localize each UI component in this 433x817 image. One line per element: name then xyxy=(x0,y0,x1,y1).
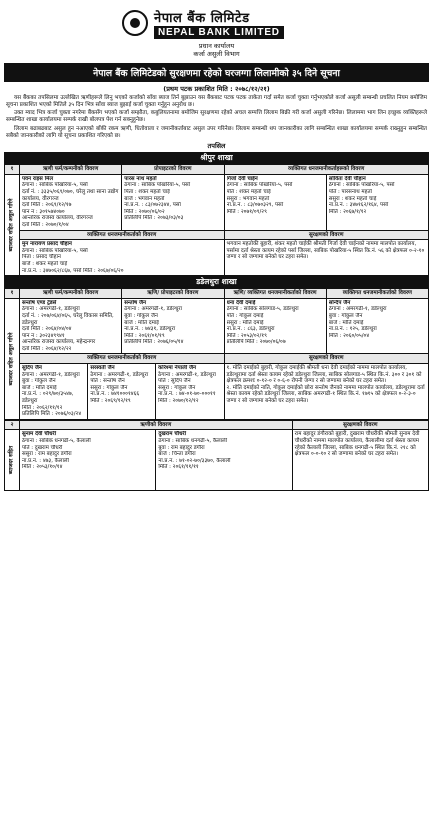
detail-line: पान नं : ३०२३४९९४१ xyxy=(22,332,65,339)
branch-title: श्रीपुर शाखा xyxy=(4,152,429,164)
category-label: ब्याजदर सहित xyxy=(8,446,15,475)
detail-line: मिति : २०५३/१०/१४ xyxy=(22,464,63,471)
borrower-name: सुनाम देवी चौधरी xyxy=(22,431,57,438)
detail-line: पति : सन्तोष जैन xyxy=(90,378,125,385)
security-details: भगवान महतोकी बुहारी, शंकर महतो चाईकी श्रीमती गिर्जा देवी चाईनको नाममा मालपोत कार्यालय, पर्सामा दर्ता श्रेस्ता कायम रहेको पर्सा जिल्ला, साबिक पोखरिया-५ स्थित कि.नं. ५६ को क्षेत्रफल ०-२-१० जग्गा र सो जग्गामा बनेको घर टहरा समेत। xyxy=(224,240,429,276)
detail-line: ससुरा : भगवान महतो xyxy=(226,195,270,202)
detail-line: ठेगाना : साबिक धनगढी-५, कैलाली xyxy=(22,438,91,444)
detail-line: ना.प्र.नं. : ८६३, डडेल्धुरा xyxy=(226,326,275,333)
detail-line: ना.प्र.नं. : ८३/०७०३२९, पर्सा xyxy=(226,202,284,209)
detail-line: मिति : २०६०/०५/०४ xyxy=(328,332,370,339)
detail-line: मिति : २०६२/११/१२ xyxy=(22,404,63,411)
detail-line: बाजे : शंकर महतो चाई xyxy=(22,260,68,267)
detail-line: पति : सुदिप जैन xyxy=(158,378,191,385)
category-cell xyxy=(5,298,20,419)
detail-line: दर्ता मिति : २०६४/१२/२२ xyxy=(22,345,72,352)
column-header: सुरक्षणको विवरण xyxy=(224,354,429,364)
borrower-name: दुखराम चौधरी xyxy=(158,431,187,438)
category-label: ब्याजदर सहित असुल गरिने xyxy=(8,198,15,252)
serial-number: २ xyxy=(5,420,20,430)
detail-line: प्रतिलिपि मिति : २०७६/०५/१४ xyxy=(124,339,184,346)
detail-line: पान नं : ३०१५७४०७० xyxy=(22,208,65,215)
bank-name-english: NEPAL BANK LIMITED xyxy=(154,26,284,39)
bank-logo-icon xyxy=(122,10,148,36)
detail-line: मिति : २०५३/०२/१९ xyxy=(226,332,267,339)
guarantor-name: सन्दिप जैन xyxy=(328,299,351,306)
guarantor-name: करिश्मा नेपाली जैन xyxy=(158,365,197,372)
branch-table xyxy=(4,164,429,276)
detail-line: ठेगाना : अमरगढी-१, डडेल्धुरा xyxy=(22,371,80,378)
guarantor-details xyxy=(224,298,326,354)
column-header: व्यक्तिगत धनजमानीकर्ताको विवरण xyxy=(20,230,225,240)
detail-line: ना.प्र.नं. : ३४७१६२/१६४, पर्सा xyxy=(328,202,389,209)
column-header: ऋणि/ व्यक्तिगत धनजमानीकर्ताको विवरण xyxy=(224,289,326,299)
detail-line: पिता : प्रसाद चौहान xyxy=(22,254,61,261)
guarantor-details xyxy=(20,240,225,276)
security-item: १. मोति दमाईको बुहारी, गोकुल दमाईकी श्रीमती धना देवी दमाईको नाममा मालपोत कार्यालय, डडेल्धुरामा दर्ता श्रेस्ता कायम रहेको डडेल्धुरा जिल्ला, साबिक सोलगाड-५ स्थित कि.नं. ३०० र ३०१ को क्षेत्रफल क्रमशः ०-१२-० र ०-६-० रोपनी जग्गा र सो जग्गामा बनेको घर टहरा समेत। xyxy=(226,365,422,385)
detail-line: मिति : २०६१/०१/१९ xyxy=(124,332,165,339)
header xyxy=(4,4,429,58)
detail-line: पति : शंकर महतो चाई xyxy=(226,189,271,195)
guarantor-name: सुदिप जैन xyxy=(22,365,42,372)
branch-table xyxy=(4,288,429,420)
detail-line: ना.प्र.नं. : ७१-०२-७०/३३७०, कैलाली xyxy=(158,457,231,464)
detail-line: बाजे : मोति दमाई xyxy=(22,384,57,391)
department-name: कर्जा असुली विभाग xyxy=(193,50,240,58)
detail-line: बाजे : चिन्ता डंगौरा xyxy=(158,451,196,458)
column-header: व्यक्तिगत धनजमानीकर्ताको विवरण xyxy=(20,354,225,364)
column-header: ऋणी फर्म/कम्पनीको विवरण xyxy=(20,289,122,299)
detail-line: बुवा : गोकुल जैन xyxy=(328,312,363,319)
detail-line: ठेगाना : अमरगढी-१, डडेल्धुरा xyxy=(158,371,216,378)
security-details xyxy=(224,364,429,420)
detail-line: पिता : शंकर महतो चाई xyxy=(124,189,170,195)
security-text: मोति दमाईको नाति, गोकुल दमाईको छोरा सन्तोष जैनको नाममा मालपोत कार्यालय, डडेल्धुरामा दर्ता श्रेस्ता कायम रहेको डडेल्धुरा जिल्ला, साबिक अमरगढी-१ स्थित कि.नं. १७१५ को क्षेत्रफल ०-२-३-० जग्गा र सो जग्गामा बनेको घर टहरा समेत। xyxy=(226,384,425,405)
detail-line: पति : गोकुल दमाई xyxy=(226,312,264,319)
serial-number: १ xyxy=(5,289,20,299)
detail-line: मिति : २०६७/१/१२ xyxy=(328,208,367,215)
detail-line: दर्ता मिति : २०७०/१/०४ xyxy=(22,221,69,228)
proprietor-details xyxy=(122,298,224,354)
column-header: ऋणीको विवरण xyxy=(20,420,293,430)
firm-name: सन्तोष एण्ड ट्रेडर्स xyxy=(22,299,57,306)
detail-line: मिति : २०७०/१२/१२ xyxy=(158,398,199,405)
office-name: प्रधान कार्यालय xyxy=(198,42,235,50)
office-info xyxy=(4,42,429,58)
detail-line: बुवा : गोकुल जैन xyxy=(22,378,56,385)
detail-line: ठेगाना : साबिक पोखरिया-५, पर्सा xyxy=(124,182,191,189)
notice-page xyxy=(4,4,429,809)
detail-line: ठेगाना : साबिक पोखरिया-५, पर्सा xyxy=(328,182,395,189)
detail-line: दर्ता नं. : ३३३५/०६९/०७०, घरेलु तथा साना उद्योग कार्यालय, वीरगञ्ज xyxy=(22,189,119,202)
guarantor-name: सरस्वती जैन xyxy=(90,365,115,372)
detail-line: दर्ता मिति : २०६४/०४/०४ xyxy=(22,326,72,333)
detail-line: ना.प्र.नं. : ७४-०१-७०-०००११ xyxy=(158,391,216,398)
category-cell xyxy=(5,430,20,491)
detail-line: ठेगाना : साबिक पोखरिया-५, पर्सा xyxy=(226,182,293,189)
detail-line: बाजे : मोति दमाई xyxy=(124,319,159,326)
notice-body xyxy=(6,95,427,139)
detail-line: प्रतिलिपि मिति : २०७०/०६/०७ xyxy=(226,339,286,346)
guarantor-name: धना देवी दमाई xyxy=(226,299,256,306)
detail-line: ना.प्र.नं. : १२५, डडेल्धुरा xyxy=(328,326,377,333)
notice-paragraph: यस बैंकका तपसिलमा उल्लेखित ऋणीहरूले लिनु भएको कर्जाको साँवा ब्याज तिर्न बुझाउन यस बैंकबाट पटक पटक ताकेता गर्दा समेत कर्जा चुक्ता गर्नुभएकोले कर्जा असुली सम्बन्धी प्रचलित नियम बमोजिम सूचना प्रकाशित भएको मितिले ३५ दिन भित्र साँवा ब्याज बुझाई कर्जा चुक्ता गर्नुहुन अनुरोध छ। xyxy=(6,95,427,108)
guarantor-details xyxy=(20,364,88,419)
guarantor-name: सोविता देवी चौहान xyxy=(328,175,366,182)
security-details: राम बहादुर डंगौराको बुहारी, दुखराम चौधरीकी श्रीमती सुनाम देवी चौधरीको नाममा मालपोत कार्यालय, कैलालीमा दर्ता श्रेस्ता कायम रहेको कैलाली जिल्ला, साबिक धनगढी-५ स्थित कि.नं. २१८ को क्षेत्रफल ०-०-१० र सो जग्गामा बनेको घर टहरा समेत। xyxy=(292,430,428,491)
branch-title: डडेलधुरा शाखा xyxy=(4,276,429,288)
guarantor-name: मुन नारायण प्रसाद चौहान xyxy=(22,241,72,248)
detail-line: ठेगाना : साबिक पोखरिया-५, पर्सा xyxy=(22,182,88,189)
detail-line: मिति : २०६९/१२/१९ xyxy=(90,398,131,405)
firm-name: पवन राइस मिल xyxy=(22,175,53,182)
detail-line: ठेगाना : अमरगढी-१, डडेल्धुरा xyxy=(22,306,80,313)
detail-line: ना.प्र.नं. : ३४७०६२/८६७, पर्सा मिति : २०६७/०६/२० xyxy=(22,267,124,274)
detail-line: ससुरा : मोति दमाई xyxy=(226,319,264,326)
borrower-details xyxy=(156,430,292,491)
detail-line: ससुरा : गोकुल जैन xyxy=(158,384,196,391)
guarantor-subtable xyxy=(20,364,224,419)
column-header: ऋणी फर्म/कम्पनीको विवरण xyxy=(20,165,122,175)
detail-line: पति : दुखराम चौधरी xyxy=(22,444,63,451)
borrower-details xyxy=(20,430,156,491)
publication-date: (प्रथम पटक प्रकाशित मिति : २०७८/१२/२१) xyxy=(163,85,270,93)
detail-line: ना.प्र.नं. : ०२९/७०/३५४७, डडेल्धुरा xyxy=(22,391,74,405)
column-header: व्यक्तिगत धनजमानीकर्ताहरूको विवरण xyxy=(224,165,429,175)
detail-line: बुवा : राम बहादुर डंगौरा xyxy=(158,444,205,451)
detail-line: पति : पारसनाथ महतो xyxy=(328,189,372,195)
detail-line: मिति : २०७०/०६/०२ xyxy=(124,208,165,215)
detail-line: ना.प्र.नं. : ७४१०००१४६६ xyxy=(90,391,140,398)
proprietor-name: पारस नाथ महतो xyxy=(124,175,157,182)
detail-line: ना.प्र.नं. : ४७३, कैलाली xyxy=(22,457,69,464)
category-cell xyxy=(5,174,20,275)
guarantor-group xyxy=(20,364,225,420)
firm-details xyxy=(20,174,122,230)
detail-line: बुवा : गोकुल जैन xyxy=(124,312,158,319)
guarantor-details xyxy=(88,364,156,419)
security-item: २. मोति दमाईको नाति, गोकुल दमाईको छोरा सन्तोष जैनको नाममा मालपोत कार्यालय, डडेल्धुरामा दर्ता श्रेस्ता कायम रहेको डडेल्धुरा जिल्ला, साबिक अमरगढी-१ स्थित कि.नं. १७१५ को क्षेत्रफल ०-२-३-० जग्गा र सो जग्गामा बनेको घर टहरा समेत। xyxy=(226,384,425,405)
category-label: ब्याजदर सहित असुल गरिने xyxy=(8,332,15,386)
guarantor-name: गिर्जा देवी चाईन xyxy=(226,175,258,182)
security-text: मोति दमाईको बुहारी, गोकुल दमाईकी श्रीमती धना देवी दमाईको नाममा मालपोत कार्यालय, डडेल्धुरामा दर्ता श्रेस्ता कायम रहेको डडेल्धुरा जिल्ला, साबिक सोलगाड-५ स्थित कि.नं. ३०० र ३०१ को क्षेत्रफल क्रमशः ०-१२-० र ०-६-० रोपनी जग्गा र सो जग्गामा बनेको घर टहरा समेत। xyxy=(226,365,422,385)
serial-number: १ xyxy=(5,165,20,175)
detail-line: ना.प्र.नं. : ८३/०७२३४४, पर्सा xyxy=(124,202,181,209)
bank-name-nepali: नेपाल बैंक लिमिटेड xyxy=(154,11,250,26)
detail-line: आन्तरिक राजस्व कार्यालय, वीरगञ्ज xyxy=(22,215,93,222)
detail-line: ठेगाना : साबिक सोलगाड-५, डडेल्धुरा xyxy=(226,306,299,313)
detail-line: ठेगाना : अमरगढी-१, डडेल्धुरा xyxy=(90,371,149,378)
notice-title: नेपाल बैंक लिमिटेडको सुरक्षणमा रहेको घरजग्गा लिलामीको ३५ दिने सूचना xyxy=(4,63,429,82)
detail-line: प्रतिलिपि मिति : २०७६/०३/२४ xyxy=(22,411,82,418)
detail-line: आन्तरिक राजस्व कार्यालय, महेन्द्रनगर xyxy=(22,339,96,346)
column-header: व्यक्तिगत धनजमानीकर्ताको विवरण xyxy=(326,289,428,299)
firm-details xyxy=(20,298,122,354)
detail-line: ससुरा : राम बहादुर डंगौरा xyxy=(22,451,72,458)
column-header: ऋणि/ प्रोपाइटरको विवरण xyxy=(122,289,224,299)
detail-line: प्रतिलिपि मिति : २०७३/०३/०३ xyxy=(124,215,184,222)
detail-line: ठेगाना : साबिक धनगढी-५, कैलाली xyxy=(158,438,228,444)
proprietor-name: सन्तोष जैन xyxy=(124,299,147,306)
column-header: सुरक्षणको विवरण xyxy=(292,420,428,430)
column-header: प्रोपाइटरको विवरण xyxy=(122,165,224,175)
notice-paragraph: उक्त म्याद भित्र कर्जा चुक्ता नगरेमा बैंकसँग भएको कर्जा सम्झौता, कबुलियतनामा बमोजिम सुरक्षणमा रहेको अचल सम्पत्ति लिलाम बिक्री गरी कर्जा असुली गरिनेछ। लिलाममा भाग लिन इच्छुक व्यक्तिहरूले सम्बन्धित शाखा कार्यालयमा सम्पर्क राखी बोलपत्र पेश गर्न सक्नुहुनेछ। xyxy=(6,110,427,124)
guarantor-details xyxy=(326,298,428,354)
detail-line: दर्ता मिति : २०६९/१२/१७ xyxy=(22,202,72,209)
detail-line: ससुरा : शंकर महतो चाई xyxy=(328,195,377,202)
detail-line: ठेगाना : साबिक पोखरिया-५, पर्सा xyxy=(22,247,88,254)
detail-line: मिति : २०६१/११/११ xyxy=(158,464,199,471)
detail-line: मिति : २०७१/०९/२९ xyxy=(226,208,267,215)
guarantor-details xyxy=(156,364,224,419)
detail-line: ना.प्र.नं. : ७४३१, डडेल्धुरा xyxy=(124,326,176,333)
detail-line: बाजे : मोति दमाई xyxy=(328,319,364,326)
detail-line: ठेगाना : अमरगढी-१, डडेल्धुरा xyxy=(124,306,183,313)
schedule-title: तपसिल xyxy=(207,142,226,151)
detail-line: ठेगाना : अमरगढी-१, डडेल्धुरा xyxy=(328,306,387,313)
branch-table xyxy=(4,420,429,492)
detail-line: बाजे : भगवान महतो xyxy=(124,195,165,202)
guarantor-details xyxy=(224,174,326,230)
detail-line: दर्ता नं. : २०७/०६४/०६५, घरेलु विकास समिति, डडेल्धुरा xyxy=(22,312,114,326)
column-header: सुरक्षणको विवरण xyxy=(224,230,429,240)
notice-paragraph: लिलाम बढाबढबाट असुल हुन नआएको बाँकी रकम ऋणी, धितोवाला र जमानीकर्ताबाट असुल उपर गरिनेछ। लिलाम सम्बन्धी थप जानकारीका लागि सम्बन्धित शाखा कार्यालयमा सम्पर्क राख्नुहुन सम्बन्धित सबैको जानकारीको लागि यो सूचना प्रकाशित गरिएको छ। xyxy=(6,125,427,139)
proprietor-details xyxy=(122,174,224,230)
detail-line: ससुरा : गोकुल जैन xyxy=(90,384,128,391)
guarantor-details xyxy=(326,174,428,230)
